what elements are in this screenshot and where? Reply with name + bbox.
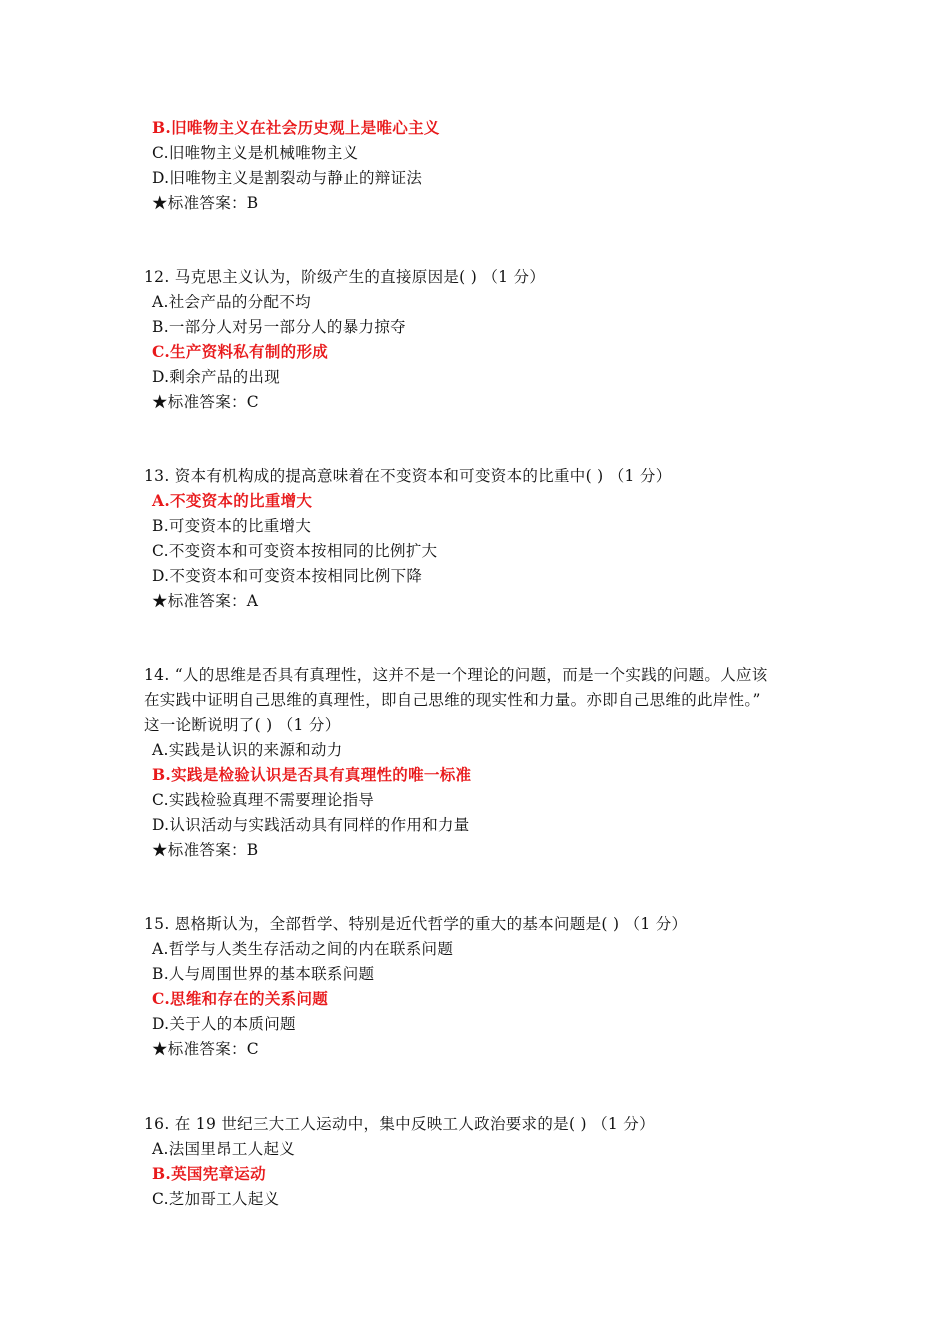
option-d: D.不变资本和可变资本按相同比例下降 <box>152 567 423 585</box>
question-14-text-line-2: 在实践中证明自己思维的真理性，即自己思维的现实性和力量。亦即自己思维的此岸性。” <box>144 691 761 709</box>
option-b-correct: B.旧唯物主义在社会历史观上是唯心主义 <box>152 118 440 137</box>
option-a: A.实践是认识的来源和动力 <box>152 741 343 759</box>
option-c: C.旧唯物主义是机械唯物主义 <box>152 144 359 162</box>
standard-answer: ★标准答案：A <box>152 592 259 610</box>
question-13-text: 13. 资本有机构成的提高意味着在不变资本和可变资本的比重中( ) （1 分） <box>144 467 672 485</box>
question-12-text: 12. 马克思主义认为，阶级产生的直接原因是( ) （1 分） <box>144 268 546 286</box>
option-d: D.剩余产品的出现 <box>152 368 281 386</box>
standard-answer: ★标准答案：B <box>152 841 259 859</box>
question-16-text: 16. 在 19 世纪三大工人运动中，集中反映工人政治要求的是( ) （1 分） <box>144 1115 655 1133</box>
option-a-correct: A.不变资本的比重增大 <box>152 491 313 510</box>
question-14-text-line-3: 这一论断说明了( ) （1 分） <box>144 716 341 734</box>
question-15-text: 15. 恩格斯认为，全部哲学、特别是近代哲学的重大的基本问题是( ) （1 分） <box>144 915 688 933</box>
option-b: B.可变资本的比重增大 <box>152 517 312 535</box>
option-a: A.法国里昂工人起义 <box>152 1140 296 1158</box>
option-b: B.人与周围世界的基本联系问题 <box>152 965 375 983</box>
option-d: D.认识活动与实践活动具有同样的作用和力量 <box>152 816 470 834</box>
option-b-correct: B.实践是检验认识是否具有真理性的唯一标准 <box>152 765 472 784</box>
standard-answer: ★标准答案：C <box>152 393 259 411</box>
option-b-correct: B.英国宪章运动 <box>152 1164 266 1183</box>
option-b: B.一部分人对另一部分人的暴力掠夺 <box>152 318 406 336</box>
option-c: C.实践检验真理不需要理论指导 <box>152 791 375 809</box>
option-c-correct: C.生产资料私有制的形成 <box>152 342 329 361</box>
option-a: A.社会产品的分配不均 <box>152 293 311 311</box>
question-14-text-line-1: 14. “人的思维是否具有真理性，这并不是一个理论的问题，而是一个实践的问题。人应该 <box>144 666 768 684</box>
option-c-correct: C.思维和存在的关系问题 <box>152 989 329 1008</box>
option-d: D.旧唯物主义是割裂动与静止的辩证法 <box>152 169 423 187</box>
option-d: D.关于人的本质问题 <box>152 1015 296 1033</box>
option-a: A.哲学与人类生存活动之间的内在联系问题 <box>152 940 454 958</box>
option-c: C.不变资本和可变资本按相同的比例扩大 <box>152 542 438 560</box>
standard-answer: ★标准答案：C <box>152 1040 259 1058</box>
standard-answer: ★标准答案：B <box>152 194 259 212</box>
option-c: C.芝加哥工人起义 <box>152 1190 280 1208</box>
